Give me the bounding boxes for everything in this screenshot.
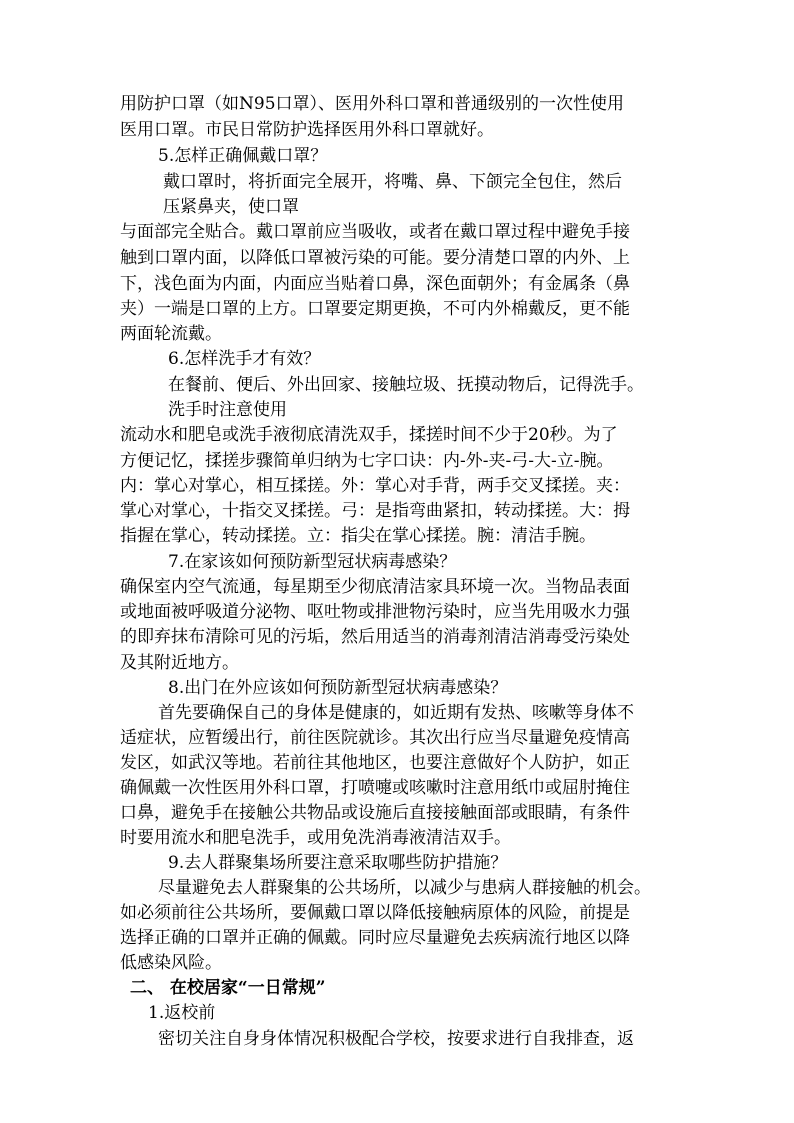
body-text-line: 在餐前、便后、外出回家、接触垃圾、抚摸动物后，记得洗手。	[168, 375, 644, 395]
question-heading: 5.怎样正确佩戴口罩？	[158, 146, 328, 166]
question-heading: 6.怎样洗手才有效？	[168, 349, 321, 369]
body-text-line: 低感染风险。	[120, 953, 222, 973]
body-text-line: 指握在掌心，转动揉搓。立：指尖在掌心揉搓。腕：清洁手腕。	[120, 526, 596, 546]
body-text-line: 时要用流水和肥皂洗手，或用免洗消毒液清洁双手。	[120, 828, 511, 848]
body-text-line: 选择正确的口罩并正确的佩戴。同时应尽量避免去疾病流行地区以降	[120, 928, 630, 948]
body-text-line: 夹）一端是口罩的上方。口罩要定期更换，不可内外棉戴反，更不能	[120, 299, 630, 319]
body-text-line: 发区，如武汉等地。若前往其他地区，也要注意做好个人防护，如正	[120, 753, 630, 773]
body-text-line: 内：掌心对掌心，相互揉搓。外：掌心对手背，两手交叉揉搓。夹：	[120, 476, 630, 496]
question-heading: 8.出门在外应该如何预防新型冠状病毒感染？	[168, 678, 508, 698]
body-text-line: 口鼻，避免手在接触公共物品或设施后直接接触面部或眼睛，有条件	[120, 803, 630, 823]
body-text-line: 确保室内空气流通，每星期至少彻底清洁家具环境一次。当物品表面	[120, 577, 630, 597]
body-text-line: 如必须前往公共场所，要佩戴口罩以降低接触病原体的风险，前提是	[120, 903, 630, 923]
body-text-line: 用防护口罩（如N95口罩）、医用外科口罩和普通级别的一次性使用	[120, 94, 625, 114]
body-text-line: 流动水和肥皂或洗手液彻底清洗双手，揉搓时间不少于20秒。为了	[120, 425, 618, 445]
body-text-line: 方便记忆，揉搓步骤简单归纳为七字口诀：内-外-夹-弓-大-立-腕。	[120, 451, 614, 471]
body-text-line: 首先要确保自己的身体是健康的，如近期有发热、咳嗽等身体不	[158, 703, 634, 723]
body-text-line: 掌心对掌心，十指交叉揉搓。弓：是指弯曲紧扣，转动揉搓。大：拇	[120, 501, 630, 521]
question-heading: 9.去人群聚集场所要注意采取哪些防护措施？	[168, 853, 508, 873]
body-text-line: 压紧鼻夹，使口罩	[163, 197, 299, 217]
body-text-line: 的即弃抹布清除可见的污垢，然后用适当的消毒剂清洁消毒受污染处	[120, 627, 630, 647]
body-text-line: 与面部完全贴合。戴口罩前应当吸收，或者在戴口罩过程中避免手接	[120, 222, 630, 242]
body-text-line: 戴口罩时，将折面完全展开，将嘴、鼻、下颌完全包住，然后	[163, 172, 622, 192]
body-text-line: 下，浅色面为内面，内面应当贴着口鼻，深色面朝外；有金属条（鼻	[120, 274, 630, 294]
subsection-heading: 1.返校前	[148, 1003, 216, 1023]
body-text-line: 尽量避免去人群聚集的公共场所，以减少与患病人群接触的机会。	[158, 878, 651, 898]
body-text-line: 或地面被呼吸道分泌物、呕吐物或排泄物污染时，应当先用吸水力强	[120, 602, 630, 622]
section-heading: 二、 在校居家“一日常规”	[130, 978, 326, 998]
body-text-line: 及其附近地方。	[120, 653, 239, 673]
body-text-line: 密切关注自身身体情况积极配合学校，按要求进行自我排查，返	[158, 1029, 634, 1049]
body-text-line: 洗手时注意使用	[168, 400, 287, 420]
body-text-line: 医用口罩。市民日常防护选择医用外科口罩就好。	[120, 120, 494, 140]
body-text-line: 触到口罩内面，以降低口罩被污染的可能。要分清楚口罩的内外、上	[120, 248, 630, 268]
body-text-line: 两面轮流戴。	[120, 324, 222, 344]
body-text-line: 确佩戴一次性医用外科口罩，打喷嚏或咳嗽时注意用纸巾或屈肘掩住	[120, 778, 630, 798]
body-text-line: 适症状，应暂缓出行，前往医院就诊。其次出行应当尽量避免疫情高	[120, 728, 630, 748]
question-heading: 7.在家该如何预防新型冠状病毒感染？	[168, 552, 457, 572]
